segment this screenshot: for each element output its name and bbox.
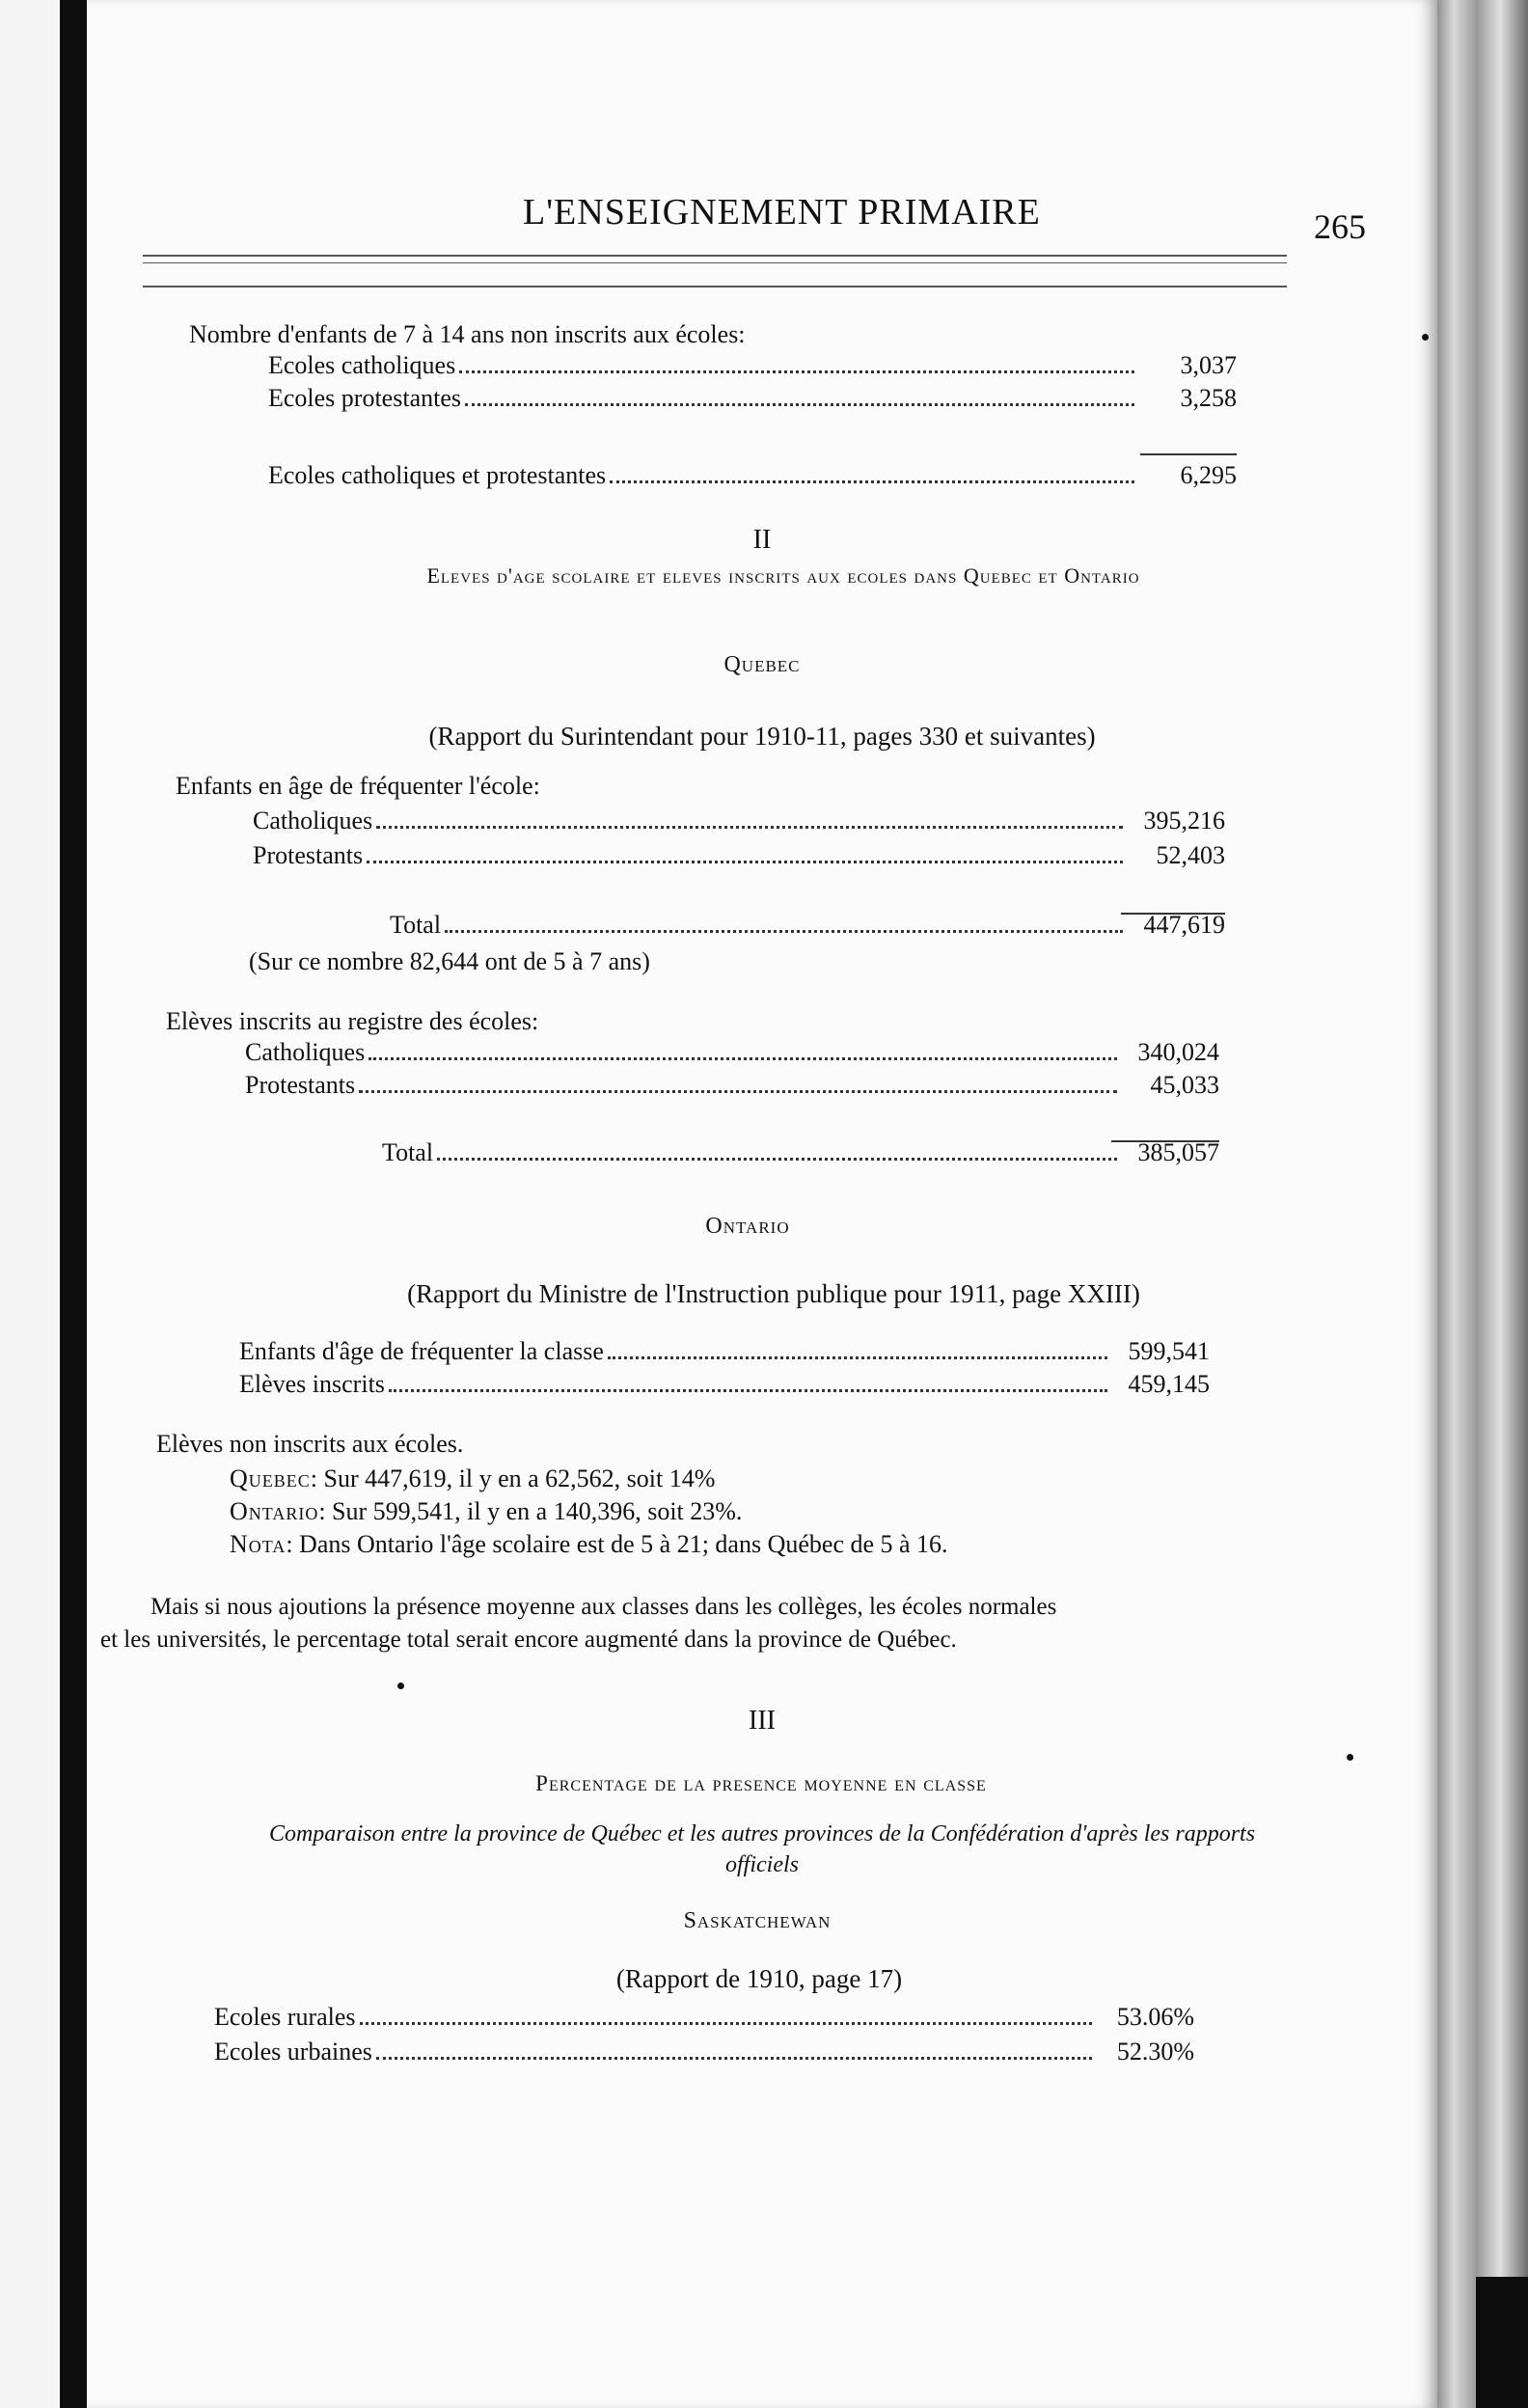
row-value: 395,216 [1143, 807, 1225, 835]
table-row [268, 351, 1237, 380]
dot-leader [359, 1090, 1117, 1093]
total-label: Total [390, 911, 442, 939]
page-number: 265 [1314, 207, 1366, 246]
scan-margin-left [0, 0, 60, 2408]
dot-leader [368, 1057, 1117, 1060]
row-value: 52,403 [1156, 841, 1225, 869]
row-value: 459,145 [1128, 1370, 1210, 1398]
section-1-heading: Nombre d'enfants de 7 à 14 ans non inscrits aux écoles: [189, 320, 746, 348]
inline-label: Quebec [230, 1464, 311, 1492]
dot-leader [445, 930, 1123, 933]
row-label: Catholiques [245, 1038, 366, 1066]
total-value: 385,057 [1137, 1138, 1219, 1166]
scan-corner-shadow [1476, 2277, 1528, 2408]
row-label: Ecoles urbaines [214, 2038, 372, 2066]
dot-leader [367, 861, 1123, 863]
dot-leader [376, 2057, 1092, 2060]
province-heading: Ontario [705, 1214, 790, 1239]
row-label: Elèves inscrits [239, 1370, 385, 1398]
province-heading: Saskatchewan [683, 1908, 832, 1933]
table-row [214, 2038, 1194, 2066]
dot-leader [610, 480, 1134, 483]
row-label: Ecoles rurales [214, 2003, 356, 2031]
non-inscrits-heading: Elèves non inscrits aux écoles. [156, 1430, 464, 1458]
row-label: Protestants [245, 1071, 356, 1099]
row-label: Ecoles protestantes [268, 384, 461, 412]
group-heading: Enfants en âge de fréquenter l'école: [176, 772, 540, 800]
total-row [268, 461, 1237, 490]
source-note: (Rapport de 1910, page 17) [615, 1964, 903, 1993]
ink-speck [1422, 334, 1429, 341]
inline-text: : Sur 599,541, il y en a 140,396, soit 23%. [318, 1497, 743, 1525]
scan-page-edges [1435, 0, 1528, 2408]
table-row [214, 2003, 1194, 2032]
row-value: 599,541 [1128, 1337, 1210, 1365]
nota-line [230, 1530, 948, 1559]
row-value: 3,258 [1180, 384, 1237, 412]
group-note: (Sur ce nombre 82,644 ont de 5 à 7 ans) [249, 947, 650, 975]
ink-speck [397, 1683, 404, 1689]
header-rule-3 [143, 286, 1287, 287]
dot-leader [608, 1356, 1107, 1359]
row-label: Protestants [253, 841, 364, 869]
ink-speck [1347, 1754, 1353, 1761]
table-row [268, 384, 1237, 413]
province-heading: Quebec [723, 652, 801, 677]
total-value: 447,619 [1143, 911, 1225, 939]
table-row [239, 1337, 1210, 1366]
section-numeral: III [749, 1706, 776, 1736]
header-rule-2 [143, 262, 1287, 263]
scan-binding-shadow [60, 0, 87, 2408]
inline-text: : Sur 447,619, il y en a 62,562, soit 14% [310, 1464, 716, 1492]
inline-text: : Dans Ontario l'âge scolaire est de 5 à 21; dans Québec de 5 à 16. [286, 1530, 948, 1558]
book-page [87, 0, 1437, 2408]
row-value: 45,033 [1150, 1071, 1219, 1099]
dot-leader [376, 826, 1123, 829]
section-numeral: II [752, 525, 772, 555]
total-row [382, 1138, 1219, 1167]
inline-label: Nota [230, 1530, 286, 1558]
table-row [245, 1038, 1219, 1067]
table-row [253, 807, 1225, 835]
header-rule [143, 255, 1287, 257]
inline-label: Ontario [230, 1497, 319, 1525]
dot-leader [459, 370, 1134, 373]
ontario-line [230, 1497, 742, 1526]
total-value: 6,295 [1180, 461, 1237, 489]
dot-leader [360, 2022, 1092, 2025]
sum-rule [1140, 453, 1237, 455]
source-note: (Rapport du Ministre de l'Instruction publique pour 1911, page XXIII) [407, 1279, 1140, 1308]
table-row [253, 841, 1225, 870]
total-row [390, 911, 1225, 940]
row-label: Ecoles catholiques [268, 351, 456, 379]
section-subtitle: officiels [725, 1852, 799, 1877]
total-label: Total [382, 1138, 434, 1166]
section-subtitle: Comparaison entre la province de Québec et les autres provinces de la Confédération d'après les rapports [268, 1821, 1256, 1847]
row-value: 53.06% [1116, 2003, 1194, 2031]
quebec-line [230, 1464, 715, 1493]
row-label: Catholiques [253, 807, 373, 835]
section-title: Eleves d'age scolaire et eleves inscrits aux ecoles dans Quebec et Ontario [426, 563, 1140, 588]
dot-leader [389, 1389, 1107, 1392]
paragraph-line: et les universités, le percentage total serait encore augmenté dans la province de Québec. [100, 1627, 957, 1653]
dot-leader [465, 403, 1134, 406]
paragraph-line: Mais si nous ajoutions la présence moyenne aux classes dans les collèges, les écoles normales [150, 1594, 1057, 1620]
row-value: 340,024 [1137, 1038, 1219, 1066]
row-value: 3,037 [1180, 351, 1237, 379]
row-label: Enfants d'âge de fréquenter la classe [239, 1337, 604, 1365]
table-row [245, 1071, 1219, 1100]
group-heading: Elèves inscrits au registre des écoles: [166, 1007, 539, 1035]
row-value: 52.30% [1116, 2038, 1194, 2066]
source-note: (Rapport du Surintendant pour 1910-11, pages 330 et suivantes) [428, 722, 1096, 751]
dot-leader [437, 1158, 1117, 1161]
table-row [239, 1370, 1210, 1399]
running-title: L'ENSEIGNEMENT PRIMAIRE [523, 192, 1041, 233]
section-title: Percentage de la presence moyenne en classe [535, 1771, 987, 1795]
total-label: Ecoles catholiques et protestantes [268, 461, 607, 489]
